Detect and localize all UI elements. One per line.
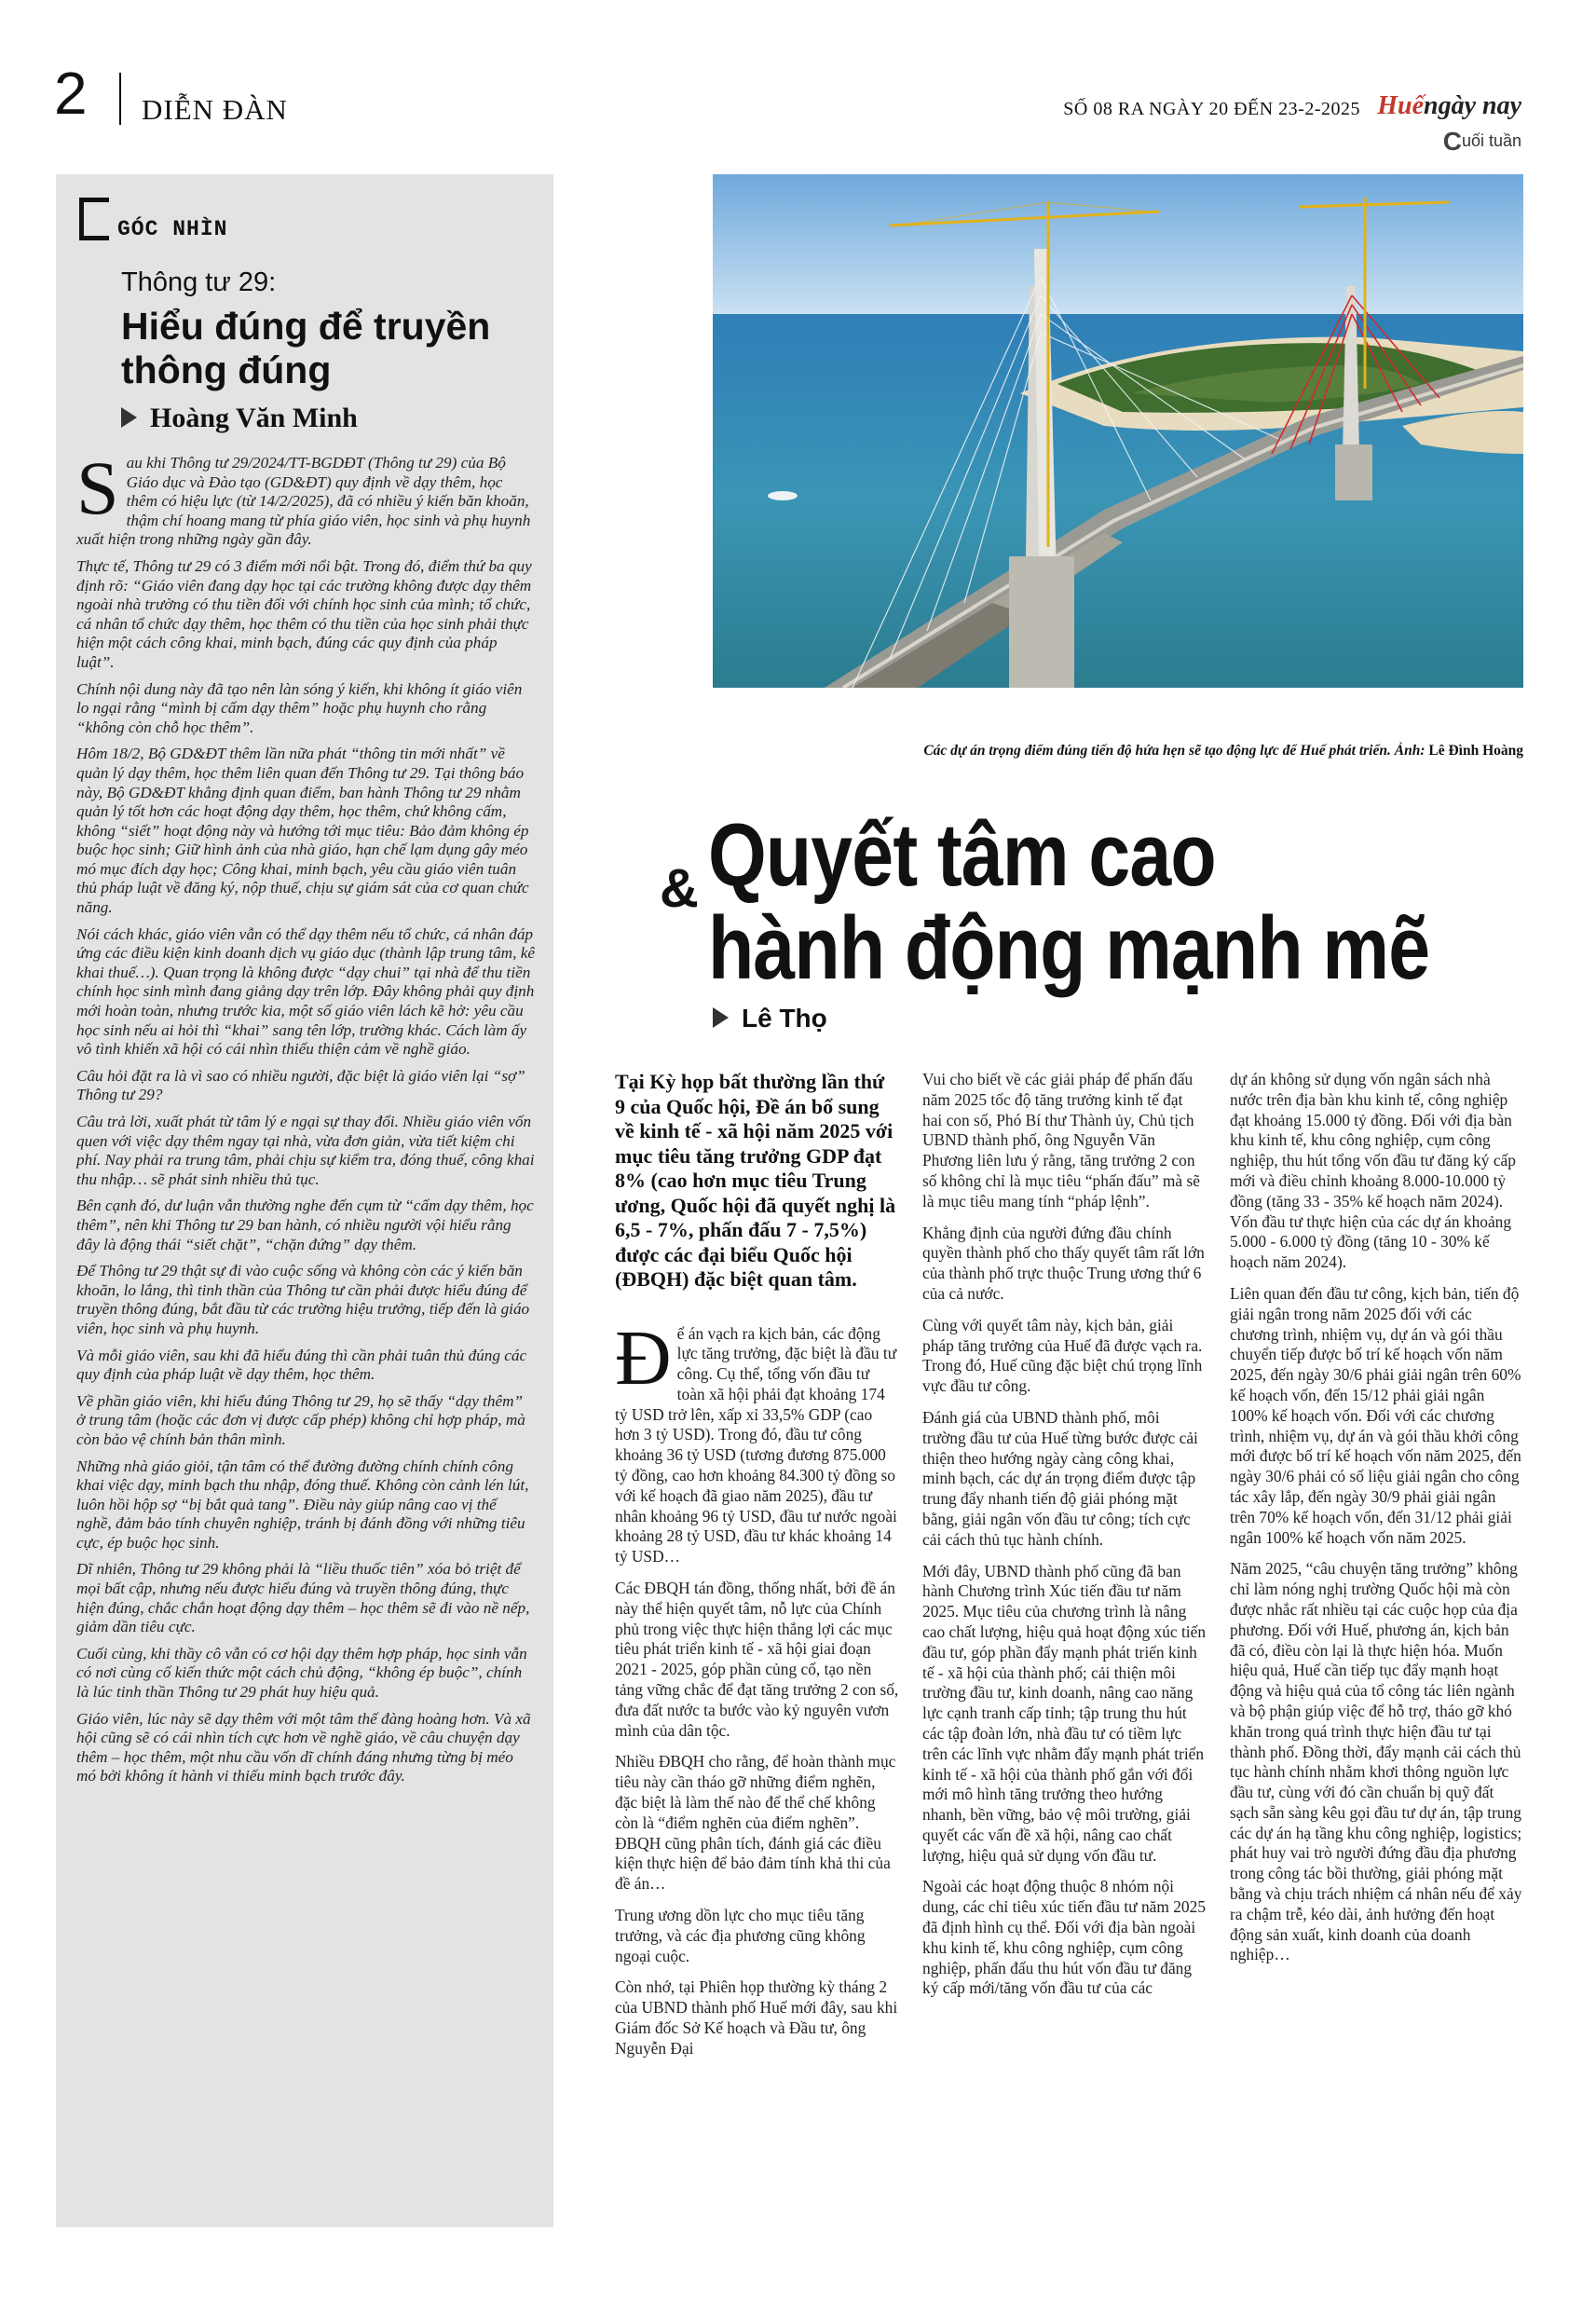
opinion-title: Hiểu đúng để truyền thông đúng (121, 305, 491, 391)
title-line: hành động mạnh mẽ (708, 898, 1430, 998)
paragraph: Năm 2025, “câu chuyện tăng trưởng” không chỉ làm nóng nghị trường Quốc hội mà còn được nhắc rất nhiều tại các cuộc họp của địa phương. Đối với Huế, phương án, kịch bản đã có, điều còn lại là thực hiện hóa. Muốn hiệu quả, Huế cần tiếp tục đẩy mạnh hoạt động và hiệu quả của tổ công tác liên ngành và bộ phận giúp việc để hỗ trợ, tháo gỡ khó khăn trong quá trình thực hiện đầu tư tại thành phố. Đồng thời, đẩy mạnh cải cách thủ tục hành chính nhằm khơi thông nguồn lực đầu tư, cùng với đó cần chuẩn bị quỹ đất sạch sẵn sàng kêu gọi đầu tư dự án, tập trung các dự án hạ tầng khu công nghiệp, logistics; phát huy vai trò người đứng đầu địa phương trong công tác bồi thường, giải phóng mặt bằng và chịu trách nhiệm cá nhân nếu để xảy ra chậm trễ, kéo dài, ảnh hưởng đến hoạt động sản xuất, kinh doanh của doanh nghiệp… (1230, 1559, 1522, 1964)
logo-text: Huếngày nay (1377, 91, 1521, 120)
article-column-3 (1230, 1070, 1523, 1977)
paragraph: Chính nội dung này đã tạo nên làn sóng ý kiến, khi không ít giáo viên lo ngại rằng “mình bị cấm dạy thêm” hoặc phụ huynh cho rằng “không còn chỗ học thêm”. (76, 679, 523, 736)
article-column-2 (922, 1070, 1207, 2010)
paragraph: Thực tế, Thông tư 29 có 3 điểm mới nổi bật. Trong đó, điểm thứ ba quy định rõ: “Giáo viên đang dạy học tại các trường không được dạy thêm ngoài nhà trường có thu tiền đối với chính học sinh của mình; tổ chức, cá nhân tổ chức dạy thêm, học thêm có thu tiền của học sinh phải thực hiện một cách công khai, minh bạch, đúng các quy định của pháp luật”. (76, 556, 532, 671)
paragraph: Để án vạch ra kịch bản, các động lực tăng trưởng, đặc biệt là đầu tư công. Cụ thể, tổng vốn đầu tư toàn xã hội phải đạt khoảng 174 tỷ USD trở lên, xấp xỉ 33,5% GDP (cao hơn 3 tỷ USD). Trong đó, đầu tư công khoảng 36 tỷ USD (tương đương 875.000 tỷ đồng, cao hơn khoảng 84.300 tỷ đồng so với kế hoạch đã giao năm 2025), đầu tư nhân khoảng 96 tỷ USD, đầu tư nước ngoài khoảng 28 tỷ USD, đầu tư khác khoảng 14 tỷ USD… (615, 1314, 897, 1566)
paragraph: Về phần giáo viên, khi hiểu đúng Thông tư 29, họ sẽ thấy “dạy thêm” ở trung tâm (hoặc các đơn vị được cấp phép) không chỉ hợp pháp, mà còn bảo vệ chính bản thân mình. (76, 1391, 525, 1448)
paragraph: Để Thông tư 29 thật sự đi vào cuộc sống và không còn các ý kiến băn khoăn, lo lắng, thì tinh thần của Thông tư cần phải được hiểu đúng để truyền thông đúng, bắt đầu từ các trường hiệu trưởng, tiếp đến là giáo viên, học sinh và phụ huynh. (76, 1262, 530, 1337)
page-number: 2 (54, 60, 88, 127)
paragraph: Vui cho biết về các giải pháp để phấn đấu năm 2025 tốc độ tăng trưởng kinh tế đạt hai con số, Phó Bí thư Thành ủy, Chủ tịch UBND thành phố, ông Nguyễn Văn Phương liên lưu ý rằng, tăng trưởng 2 con số không chỉ là mục tiêu “phấn đấu” mà sẽ là mục tiêu mang tính “pháp lệnh”. (922, 1070, 1200, 1211)
title-line: Quyết tâm cao (708, 805, 1216, 905)
drop-cap: Đ (615, 1314, 672, 1402)
play-arrow-icon (121, 407, 137, 428)
paragraph: Ngoài các hoạt động thuộc 8 nhóm nội dung, các chỉ tiêu xúc tiến đầu tư năm 2025 đã định hình cụ thể. Đối với địa bàn ngoài khu kinh tế, khu công nghiệp, cụm công nghiệp, phấn đấu thu hút vốn đầu tư đăng ký cấp mới/tăng vốn đầu tư của các (922, 1877, 1207, 1998)
bridge-photo (713, 174, 1523, 688)
article-lead: Tại Kỳ họp bất thường lần thứ 9 của Quốc hội, Đề án bổ sung về kinh tế - xã hội năm 2025 với mục tiêu tăng trưởng GDP đạt 8% (cao hơn mục tiêu Trung ương, Quốc hội đã quyết nghị là 6,5 - 7%, phấn đấu 7 - 7,5%) được các đại biểu Quốc hội (ĐBQH) đặc biệt quan tâm. (615, 1070, 896, 1291)
paragraph: Bên cạnh đó, dư luận vẫn thường nghe đến cụm từ “cấm dạy thêm, học thêm”, nên khi Thông tư 29 ban hành, có nhiều người vội hiểu rằng đây là động thái “siết chặt”, “chặn đứng” dạy thêm. (76, 1197, 534, 1253)
paragraph: Câu hỏi đặt ra là vì sao có nhiều người, đặc biệt là giáo viên lại “sợ” Thông tư 29? (76, 1066, 525, 1104)
paragraph: Câu trả lời, xuất phát từ tâm lý e ngại sự thay đổi. Nhiều giáo viên vốn quen với việc dạy thêm ngay tại nhà, vừa đơn giản, vừa tiết kiệm chi phí. Nay phải ra trung tâm, phải chịu sự kiểm tra, đóng thuế, công khai thu nhập… sẽ phát sinh nhiều thủ tục. (76, 1113, 535, 1188)
paragraph: Khẳng định của người đứng đầu chính quyền thành phố cho thấy quyết tâm rất lớn của thành phố trực thuộc Trung ương thứ 6 của cả nước. (922, 1223, 1205, 1303)
paragraph: Cùng với quyết tâm này, kịch bản, giải pháp tăng trưởng của Huế đã được vạch ra. Trong đó, Huế cũng đặc biệt chú trọng lĩnh vực đầu tư công. (922, 1315, 1203, 1396)
paragraph: Nói cách khác, giáo viên vẫn có thể dạy thêm nếu tổ chức, cá nhân đáp ứng các điều kiện kinh doanh dịch vụ giáo dục (thành lập trung tâm, kê khai thuế…). Quan trọng là không được “dạy chui” tại nhà để thu tiền chính học sinh mình đang giảng dạy trên lớp. Đây không phải quy định mới hoàn toàn, nhưng trước kia, một số giáo viên lách kẽ hở: yêu cầu học sinh nếu ai hỏi thì “khai” sang tên lớp, trường khác. Cách làm ấy vô tình khiến xã hội có cái nhìn thiếu thiện cảm về nghề giáo. (76, 924, 535, 1059)
paragraph: dự án không sử dụng vốn ngân sách nhà nước trên địa bàn khu kinh tế, công nghiệp đạt khoảng 15.000 tỷ đồng. Đối với địa bàn khu kinh tế, khu công nghiệp, cụm công nghiệp, thu hút tổng vốn đầu tư đăng ký cấp mới và điều chỉnh khoảng 8.000-10.000 tỷ đồng (tăng 33 - 35% kế hoạch năm 2024). Vốn đầu tư thực hiện của các dự án khoảng 5.000 - 6.000 tỷ đồng (tăng 10 - 30% kế hoạch năm 2024). (1230, 1070, 1516, 1272)
paragraph: Nhiều ĐBQH cho rằng, để hoàn thành mục tiêu này cần tháo gỡ những điểm nghẽn, đặc biệt là làm thế nào để thể chế không còn là “điểm nghẽn của điểm nghẽn”. ĐBQH cũng phân tích, đánh giá các điều kiện thực hiện để bảo đảm tính khả thi của đề án… (615, 1752, 896, 1894)
article-author: Lê Thọ (713, 1004, 827, 1033)
paragraph: Trung ương dồn lực cho mục tiêu tăng trưởng, và các địa phương cũng không ngoại cuộc. (615, 1906, 866, 1965)
section-title: DIỄN ĐÀN (142, 93, 288, 126)
opinion-column (56, 174, 553, 2227)
paragraph: Giáo viên, lúc này sẽ dạy thêm với một tâm thế đàng hoàng hơn. Và xã hội cũng sẽ có cái nhìn tích cực hơn về nghề giáo, về câu chuyện dạy thêm – học thêm, một nhu cầu vốn dĩ chính đáng nhưng từng bị méo mó bởi không ít hành vi thiếu minh bạch trước đây. (76, 1709, 531, 1785)
paragraph: Sau khi Thông tư 29/2024/TT-BGDĐT (Thông tư 29) của Bộ Giáo dục và Đào tạo (GD&ĐT) quy định về dạy thêm, học thêm có hiệu lực (từ 14/2/2025), đã có nhiều ý kiến băn khoăn, thậm chí hoang mang từ phía giáo viên, học sinh và phụ huynh xuất hiện trong những ngày gần đây. (76, 445, 531, 549)
issue-date: SỐ 08 RA NGÀY 20 ĐẾN 23-2-2025 (1063, 99, 1360, 119)
drop-cap: S (76, 445, 119, 530)
paragraph: Dĩ nhiên, Thông tư 29 không phải là “liều thuốc tiên” xóa bỏ triệt để mọi bất cập, nhưng nếu được hiểu đúng và truyền thông đúng, thực hiện đúng, chắc chắn hoạt động dạy thêm – học thêm sẽ đi vào nề nếp, giảm dần tiêu cực. (76, 1560, 530, 1636)
paragraph: Và mỗi giáo viên, sau khi đã hiểu đúng thì cần phải tuân thủ đúng các quy định của pháp luật về dạy thêm, học thêm. (76, 1346, 527, 1384)
paragraph: Hôm 18/2, Bộ GD&ĐT thêm lần nữa phát “thông tin mới nhất” về quản lý dạy thêm, học thêm liên quan đến Thông tư 29. Tại thông báo này, Bộ GD&ĐT khẳng định quan điểm, ban hành Thông tư 29 nhằm quản lý tốt hơn các hoạt động dạy thêm, học thêm, chứ không cấm, không “siết” hoạt động này và hướng tới mục tiêu: Bảo đảm không ép buộc học sinh; Giữ hình ảnh của nhà giáo, hạn chế lạm dụng gây méo mó mục đích dạy học; Công khai, minh bạch, yêu cầu giáo viên tuân thủ pháp luật về đăng ký, nộp thuế, chịu sự giám sát của cơ quan chức năng. (76, 745, 529, 917)
paragraph: Các ĐBQH tán đồng, thống nhất, bởi đề án này thể hiện quyết tâm, nỗ lực của Chính phủ trong việc thực hiện thắng lợi các mục tiêu phát triển kinh tế - xã hội giai đoạn 2021 - 2025, góp phần củng cố, tạo nền tảng vững chắc để đạt tăng trưởng 2 con số, đưa đất nước ta bước vào kỷ nguyên vươn mình của dân tộc. (615, 1579, 899, 1740)
paragraph: Liên quan đến đầu tư công, kịch bản, tiến độ giải ngân trong năm 2025 đối với các chương trình, nhiệm vụ, dự án và gói thầu chuyển tiếp được bố trí kế hoạch vốn năm 2025, đến ngày 30/6 phải giải ngân trên 60% kế hoạch vốn, đến 15/12 phải giải ngân 100% kế hoạch vốn. Đối với các chương trình, nhiệm vụ, dự án và gói thầu khởi công mới được bố trí kế hoạch vốn năm 2025, đến ngày 30/6 phải có số liệu giải ngân cho công tác xây lắp, đến ngày 30/9 phải giải ngân trên 70% kế hoạch vốn, đến 31/12 phải giải ngân 100% kế hoạch vốn năm 2025. (1230, 1283, 1521, 1547)
title-ampersand: & (660, 858, 699, 919)
article-title (708, 805, 1430, 998)
opinion-pre-title: Thông tư 29: (121, 267, 277, 297)
paragraph: Cuối cùng, khi thầy cô vẫn có cơ hội dạy thêm hợp pháp, học sinh vẫn có nơi cùng cố kiến thức một cách chủ động, “không ép buộc”, chính là lúc tinh thần Thông tư 29 phát huy hiệu quả. (76, 1644, 527, 1702)
kicker-frame-icon (79, 198, 109, 240)
opinion-kicker: GÓC NHÌN (117, 217, 228, 241)
opinion-body (76, 445, 535, 1794)
header-divider (119, 73, 121, 125)
paragraph: Đánh giá của UBND thành phố, môi trường đầu tư của Huế từng bước được cải thiện theo hướng ngày càng công khai, minh bạch, các dự án trọng điểm được tập trung đẩy nhanh tiến độ giải phóng mặt bằng, giải ngân vốn đầu tư công; tích cực cải cách thủ tục hành chính. (922, 1407, 1198, 1549)
masthead-logo (1374, 91, 1521, 157)
play-arrow-icon (713, 1007, 729, 1028)
article-column-1 (615, 1070, 899, 2071)
opinion-author: Hoàng Văn Minh (121, 403, 358, 434)
paragraph: Mới đây, UBND thành phố cũng đã ban hành Chương trình Xúc tiến đầu tư năm 2025. Mục tiêu của chương trình là nâng cao chất lượng, hiệu quả hoạt động xúc tiến đầu tư, góp phần đẩy mạnh phát triển kinh tế - xã hội của thành phố; cải thiện môi trường đầu tư, kinh doanh, nâng cao năng lực cạnh tranh cấp tỉnh; tập trung thu hút các tập đoàn lớn, nhà đầu tư có tiềm lực trên các lĩnh vực nhằm đẩy mạnh phát triển kinh tế - xã hội của thành phố gắn với đổi mới mô hình tăng trưởng theo hướng nhanh, bền vững, bảo vệ môi trường, giải quyết các vấn đề xã hội, nâng cao chất lượng, hiệu quả sử dụng vốn đầu tư. (922, 1561, 1207, 1865)
paragraph: Còn nhớ, tại Phiên họp thường kỳ tháng 2 của UBND thành phố Huế mới đây, sau khi Giám đốc Sở Kế hoạch và Đầu tư, ông Nguyễn Đại (615, 1977, 898, 2058)
logo-subtitle: Cuối tuần (1442, 127, 1521, 156)
photo-caption: Các dự án trọng điểm đúng tiến độ hứa hẹn sẽ tạo động lực để Huế phát triển. Ảnh: Lê Đình Hoàng (923, 743, 1523, 759)
paragraph: Những nhà giáo giỏi, tận tâm có thể đường đường chính chính công khai việc dạy, minh bạch thu nhập, đóng thuế. Không còn cảnh lén lút, luôn hồi hộp sợ “bị bắt quả tang”. Điều này giúp nâng cao vị thế nghề, đảm bảo tính chuyên nghiệp, tránh bị đánh đồng với những tiêu cực, ép buộc học sinh. (76, 1457, 529, 1552)
